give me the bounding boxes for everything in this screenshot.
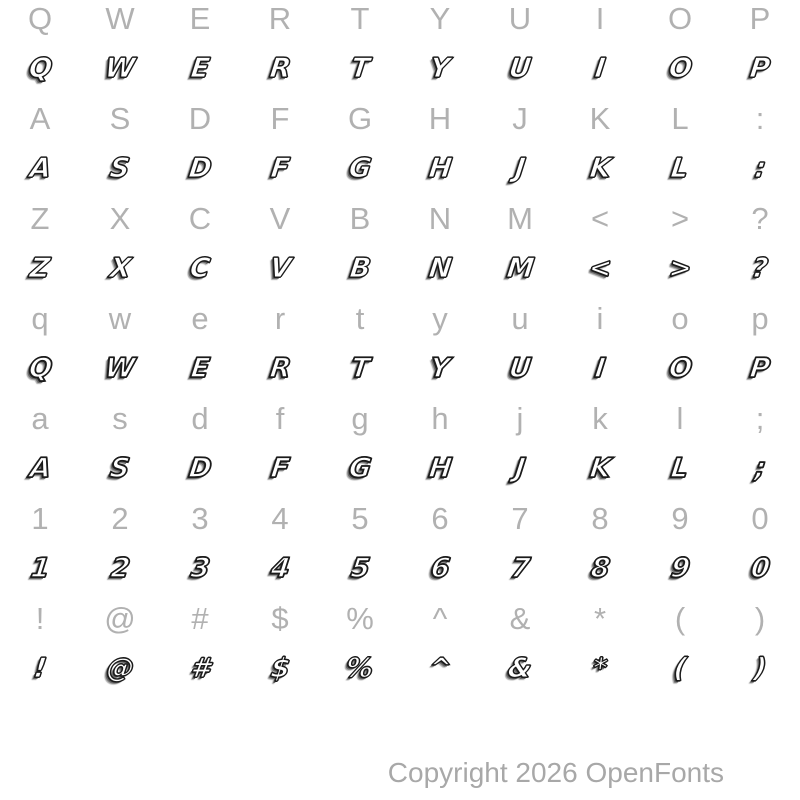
glyph-cell: T [350, 0, 370, 36]
glyph-cell: 2 [108, 552, 132, 584]
glyph-cell: f [275, 400, 285, 436]
glyph-cell: 7 [508, 552, 532, 584]
glyph-cell: H [426, 152, 454, 184]
glyph-cell: K [587, 452, 613, 484]
glyph-cell: ( [671, 652, 689, 684]
glyph-cell: 0 [748, 552, 772, 584]
glyph-cell: Y [429, 0, 451, 36]
glyph-cell: r [274, 300, 286, 336]
glyph-cell: L [671, 100, 689, 136]
glyph-cell: q [31, 300, 49, 336]
glyph-cell: ^ [426, 652, 454, 684]
specimen-row-styled [0, 243, 800, 293]
specimen-row-plain [0, 193, 800, 243]
glyph-cell: R [268, 0, 292, 36]
glyph-cell: S [108, 152, 132, 184]
glyph-cell: J [513, 152, 527, 184]
glyph-cell: H [428, 100, 452, 136]
glyph-cell: O [667, 0, 693, 36]
glyph-cell: 1 [31, 500, 49, 536]
glyph-cell: A [29, 100, 51, 136]
specimen-row-styled [0, 143, 800, 193]
glyph-cell: P [748, 352, 772, 384]
glyph-cell: U [508, 0, 532, 36]
glyph-cell: 1 [28, 552, 52, 584]
glyph-cell: ; [752, 452, 768, 484]
glyph-cell: A [27, 452, 53, 484]
glyph-cell: 2 [111, 500, 129, 536]
glyph-cell: > [666, 252, 694, 284]
glyph-cell: s [112, 400, 128, 436]
glyph-cell: E [189, 0, 211, 36]
glyph-cell: ! [35, 600, 45, 636]
glyph-cell: P [749, 0, 771, 36]
glyph-cell: ) [751, 652, 769, 684]
glyph-cell: u [511, 300, 529, 336]
glyph-cell: Z [28, 252, 52, 284]
copyright-text: Copyright 2026 OpenFonts [387, 757, 724, 788]
glyph-cell: % [346, 600, 374, 636]
specimen-row-styled [0, 43, 800, 93]
glyph-cell: # [188, 652, 212, 684]
glyph-cell: ? [751, 200, 769, 236]
glyph-cell: B [349, 200, 371, 236]
glyph-cell: a [31, 400, 49, 436]
glyph-cell: T [348, 52, 372, 84]
glyph-cell: * [593, 600, 607, 636]
specimen-row-plain [0, 393, 800, 443]
glyph-cell: ( [674, 600, 686, 636]
glyph-cell: D [186, 152, 214, 184]
glyph-cell: 6 [428, 552, 452, 584]
glyph-cell: 7 [511, 500, 529, 536]
glyph-cell: I [593, 52, 607, 84]
glyph-cell: H [426, 452, 454, 484]
glyph-cell: ) [754, 600, 766, 636]
glyph-cell: L [669, 452, 691, 484]
glyph-cell: i [596, 300, 604, 336]
glyph-cell: & [506, 652, 534, 684]
glyph-cell: 6 [431, 500, 449, 536]
glyph-cell: % [344, 652, 376, 684]
glyph-cell: I [595, 0, 605, 36]
glyph-cell: 0 [751, 500, 769, 536]
glyph-cell: X [107, 252, 133, 284]
glyph-cell: M [504, 252, 536, 284]
glyph-cell: K [589, 100, 611, 136]
glyph-cell: y [432, 300, 448, 336]
glyph-cell: V [269, 200, 291, 236]
glyph-cell: B [347, 252, 373, 284]
glyph-cell: R [267, 352, 293, 384]
glyph-cell: p [751, 300, 769, 336]
glyph-cell: G [347, 452, 373, 484]
specimen-row-styled [0, 443, 800, 493]
glyph-cell: U [507, 52, 533, 84]
glyph-cell: W [103, 352, 137, 384]
glyph-cell: P [748, 52, 772, 84]
glyph-cell: < [586, 252, 614, 284]
glyph-cell: Q [27, 0, 53, 36]
glyph-cell: W [105, 0, 135, 36]
glyph-cell: N [428, 200, 452, 236]
glyph-cell: T [348, 352, 372, 384]
glyph-cell: ! [31, 652, 49, 684]
specimen-row-plain [0, 593, 800, 643]
glyph-cell: E [188, 52, 212, 84]
glyph-cell: 4 [271, 500, 289, 536]
glyph-cell: < [590, 200, 610, 236]
glyph-cell: O [666, 52, 694, 84]
specimen-row-styled [0, 543, 800, 593]
specimen-row-plain [0, 0, 800, 43]
glyph-cell: A [27, 152, 53, 184]
glyph-cell: O [666, 352, 694, 384]
glyph-cell: F [268, 152, 292, 184]
glyph-cell: J [512, 100, 528, 136]
glyph-cell: S [108, 452, 132, 484]
glyph-cell: & [509, 600, 531, 636]
glyph-cell: D [188, 100, 212, 136]
glyph-cell: 3 [188, 552, 212, 584]
glyph-cell: E [188, 352, 212, 384]
glyph-cell: Q [26, 52, 54, 84]
glyph-cell: F [270, 100, 290, 136]
glyph-cell: 8 [591, 500, 609, 536]
specimen-row-styled [0, 343, 800, 393]
glyph-cell: S [109, 100, 131, 136]
glyph-cell: o [671, 300, 689, 336]
glyph-cell: h [431, 400, 449, 436]
glyph-cell: $ [271, 600, 289, 636]
glyph-cell: M [507, 200, 533, 236]
glyph-cell: Y [428, 52, 452, 84]
specimen-row-plain [0, 293, 800, 343]
glyph-cell: 8 [588, 552, 612, 584]
specimen-row-plain [0, 493, 800, 543]
glyph-cell: W [103, 52, 137, 84]
glyph-cell: * [591, 652, 609, 684]
glyph-cell: 3 [191, 500, 209, 536]
glyph-cell: L [669, 152, 691, 184]
glyph-cell: d [191, 400, 209, 436]
glyph-cell: $ [268, 652, 292, 684]
glyph-cell: l [676, 400, 684, 436]
glyph-cell: C [188, 200, 212, 236]
glyph-cell: t [355, 300, 365, 336]
glyph-cell: K [587, 152, 613, 184]
glyph-cell: G [347, 152, 373, 184]
glyph-cell: G [347, 100, 373, 136]
glyph-cell: Z [30, 200, 50, 236]
glyph-cell: e [191, 300, 209, 336]
glyph-cell: j [516, 400, 524, 436]
specimen-row-plain [0, 93, 800, 143]
glyph-cell: 9 [671, 500, 689, 536]
specimen-row-styled [0, 643, 800, 693]
glyph-cell: ? [750, 252, 770, 284]
glyph-cell: V [267, 252, 293, 284]
glyph-cell: F [268, 452, 292, 484]
glyph-cell: N [426, 252, 454, 284]
glyph-cell: I [593, 352, 607, 384]
glyph-cell: 5 [351, 500, 369, 536]
glyph-cell: 5 [348, 552, 372, 584]
glyph-cell: X [109, 200, 131, 236]
glyph-cell: > [670, 200, 690, 236]
glyph-cell: @ [104, 652, 136, 684]
glyph-cell: 9 [668, 552, 692, 584]
glyph-cell: Q [26, 352, 54, 384]
glyph-cell: k [592, 400, 608, 436]
glyph-cell: : [752, 152, 768, 184]
glyph-cell: ; [755, 400, 765, 436]
glyph-cell: @ [104, 600, 136, 636]
glyph-cell: # [191, 600, 209, 636]
glyph-cell: ^ [432, 600, 448, 636]
glyph-cell: C [188, 252, 212, 284]
glyph-cell: 4 [268, 552, 292, 584]
glyph-cell: Y [428, 352, 452, 384]
glyph-cell: R [267, 52, 293, 84]
glyph-cell: D [186, 452, 214, 484]
glyph-cell: U [507, 352, 533, 384]
glyph-cell: w [108, 300, 132, 336]
glyph-cell: : [755, 100, 765, 136]
glyph-cell: J [513, 452, 527, 484]
glyph-cell: g [351, 400, 369, 436]
